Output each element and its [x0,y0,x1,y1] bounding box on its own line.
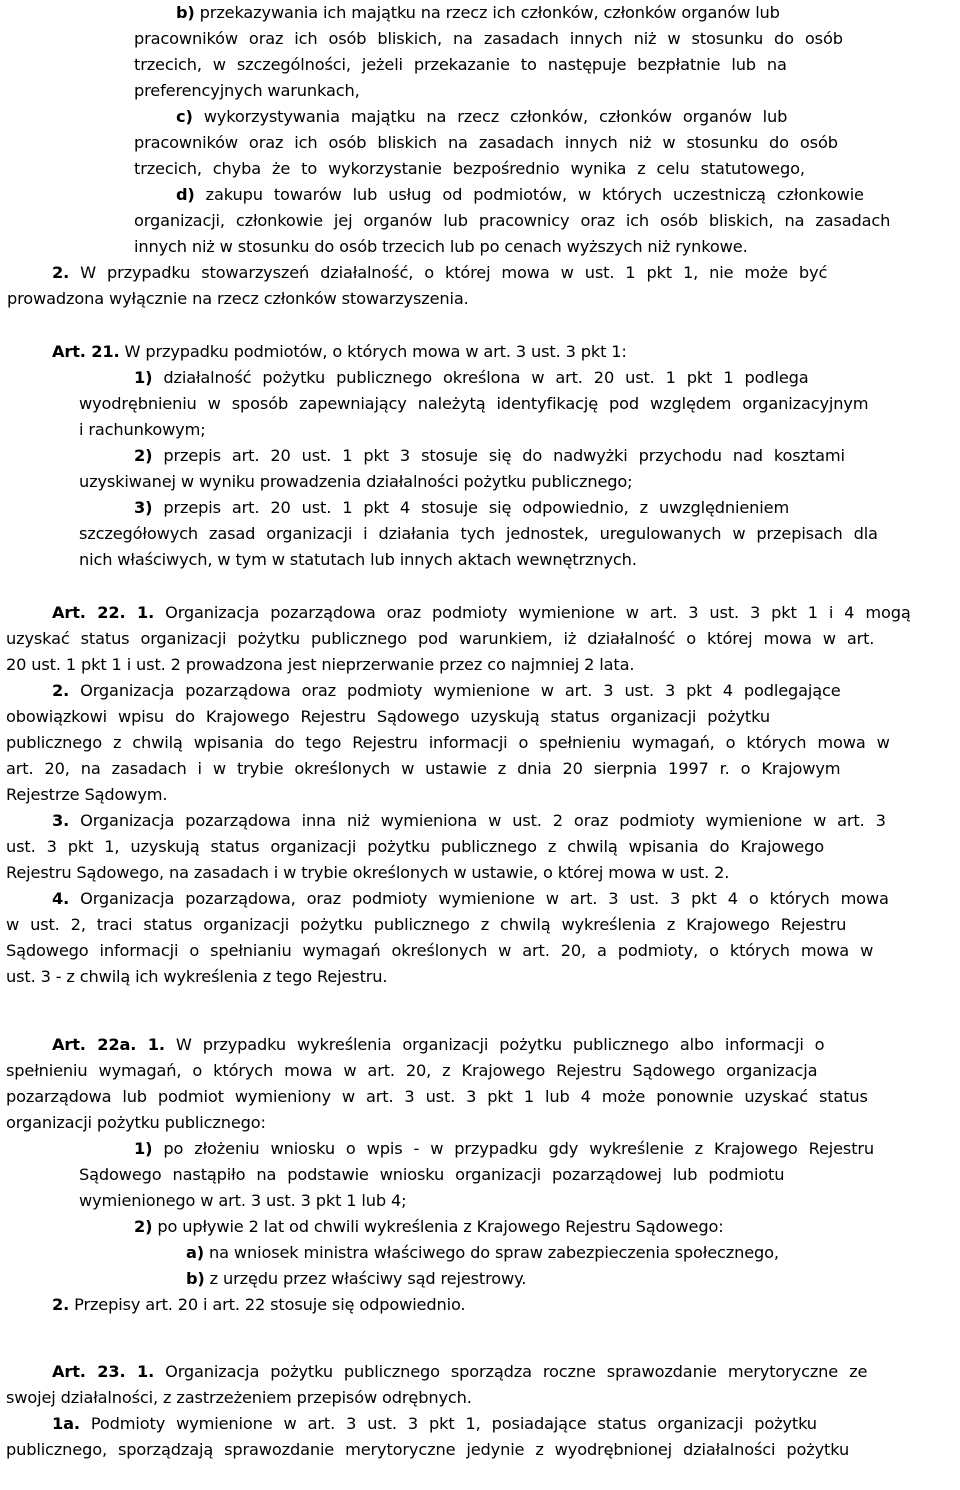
line-text: działalność pożytku publicznego określona w art. 20 ust. 1 pkt 1 podlega [152,368,809,387]
line-text: na wniosek ministra właściwego do spraw zabezpieczenia społecznego, [204,1243,779,1262]
text-line [52,681,841,701]
clause-marker: 3) [134,498,153,517]
line-text: szczegółowych zasad organizacji i działania tych jednostek, uregulowanych w przepisach dla [79,524,878,543]
line-text: publicznego, sporządzają sprawozdanie merytoryczne jedynie z wyodrębnionej działalności pożytku [6,1440,850,1459]
text-line [186,1243,779,1263]
text-line [79,550,637,570]
text-line [6,1113,266,1133]
clause-marker: 2) [134,1217,153,1236]
text-line [6,759,840,779]
clause-marker: 1) [134,368,153,387]
text-line [6,967,387,987]
clause-marker: Art. 22. 1. [52,603,155,622]
line-text: Przepisy art. 20 i art. 22 stosuje się odpowiednio. [69,1295,466,1314]
text-line [79,1191,406,1211]
text-line [79,394,868,414]
line-text: preferencyjnych warunkach, [134,81,360,100]
text-line [134,159,805,179]
text-line [134,498,789,518]
text-line [6,707,770,727]
text-line [6,733,890,753]
text-line [134,211,890,231]
clause-marker: 2. [52,263,70,282]
line-text: innych niż w stosunku do osób trzecich lub po cenach wyższych niż rynkowe. [134,237,748,256]
text-line [6,863,729,883]
line-text: swojej działalności, z zastrzeżeniem przepisów odrębnych. [6,1388,472,1407]
line-text: wykorzystywania majątku na rzecz członków, członków organów lub [192,107,788,126]
text-line [79,420,206,440]
line-text: wyodrębnieniu w sposób zapewniający należytą identyfikację pod względem organizacyjnym [79,394,869,413]
text-line [52,811,886,831]
text-line [6,915,846,935]
clause-marker: b) [186,1269,205,1288]
clause-marker: 2) [134,446,153,465]
text-line [6,837,824,857]
text-line [6,1061,817,1081]
line-text: Organizacja pozarządowa inna niż wymieniona w ust. 2 oraz podmioty wymienione w art. 3 [69,811,886,830]
text-line [52,603,911,623]
clause-marker: b) [176,3,195,22]
text-line [134,55,787,75]
text-line [134,237,748,257]
line-text: i rachunkowym; [79,420,206,439]
clause-marker: Art. 22a. 1. [52,1035,165,1054]
text-line [52,1035,824,1055]
line-text: W przypadku podmiotów, o których mowa w art. 3 ust. 3 pkt 1: [119,342,627,361]
line-text: publicznego z chwilą wpisania do tego Rejestru informacji o spełnieniu wymagań, o których mowa w [6,733,890,752]
line-text: Organizacja pożytku publicznego sporządza roczne sprawozdanie merytoryczne ze [154,1362,868,1381]
text-line [79,1165,784,1185]
clause-marker: 2. [52,681,70,700]
text-line [52,1414,817,1434]
line-text: organizacji, członkowie jej organów lub pracownicy oraz ich osób bliskich, na zasadach [134,211,891,230]
clause-marker: a) [186,1243,205,1262]
line-text: przekazywania ich majątku na rzecz ich członków, członków organów lub [194,3,780,22]
line-text: Rejestru Sądowego, na zasadach i w trybie określonych w ustawie, o której mowa w ust. 2. [6,863,730,882]
line-text: Sądowego informacji o spełnianiu wymagań określonych w art. 20, a podmioty, o których mowa w [6,941,874,960]
text-line [176,3,780,23]
line-text: art. 20, na zasadach i w trybie określonych w ustawie z dnia 20 sierpnia 1997 r. o Krajowym [6,759,841,778]
clause-marker: Art. 21. [52,342,120,361]
clause-marker: c) [176,107,193,126]
text-line [52,1362,867,1382]
clause-marker: 2. [52,1295,70,1314]
line-text: Podmioty wymienione w art. 3 ust. 3 pkt 1, posiadające status organizacji pożytku [79,1414,817,1433]
line-text: ust. 3 - z chwilą ich wykreślenia z tego Rejestru. [6,967,388,986]
line-text: ust. 3 pkt 1, uzyskują status organizacji pożytku publicznego z chwilą wpisania do Krajowego [6,837,824,856]
line-text: uzyskiwanej w wyniku prowadzenia działalności pożytku publicznego; [79,472,633,491]
clause-marker: 1) [134,1139,153,1158]
line-text: pracowników oraz ich osób bliskich, na zasadach innych niż w stosunku do osób [134,29,843,48]
line-text: nich właściwych, w tym w statutach lub innych aktach wewnętrznych. [79,550,637,569]
line-text: trzecich, w szczególności, jeżeli przekazanie to następuje bezpłatnie lub na [134,55,787,74]
text-line [134,1139,874,1159]
line-text: pracowników oraz ich osób bliskich na zasadach innych niż w stosunku do osób [134,133,838,152]
line-text: uzyskać status organizacji pożytku publicznego pod warunkiem, iż działalność o której mowa w art. [6,629,875,648]
line-text: Organizacja pozarządowa oraz podmioty wymienione w art. 3 ust. 3 pkt 1 i 4 mogą [154,603,911,622]
line-text: pozarządowa lub podmiot wymieniony w art. 3 ust. 3 pkt 1 lub 4 może ponownie uzyskać status [6,1087,868,1106]
text-line [6,629,874,649]
line-text: W przypadku stowarzyszeń działalność, o której mowa w ust. 1 pkt 1, nie może być [69,263,828,282]
line-text: po złożeniu wniosku o wpis - w przypadku gdy wykreślenie z Krajowego Rejestru [152,1139,875,1158]
text-line [134,368,809,388]
text-line [6,941,873,961]
clause-marker: 4. [52,889,70,908]
clause-marker: 1a. [52,1414,80,1433]
text-line [52,342,627,362]
line-text: Organizacja pozarządowa oraz podmioty wymienione w art. 3 ust. 3 pkt 4 podlegające [69,681,841,700]
text-line [6,1087,868,1107]
text-line [6,1440,849,1460]
text-line [6,785,167,805]
text-line [134,133,838,153]
line-text: w ust. 2, traci status organizacji pożytku publicznego z chwilą wykreślenia z Krajowego Rejestru [6,915,847,934]
text-line [7,289,469,309]
text-line [6,655,634,675]
line-text: W przypadku wykreślenia organizacji pożytku publicznego albo informacji o [164,1035,825,1054]
line-text: po upływie 2 lat od chwili wykreślenia z Krajowego Rejestru Sądowego: [152,1217,724,1236]
line-text: spełnieniu wymagań, o których mowa w art. 20, z Krajowego Rejestru Sądowego organizacja [6,1061,818,1080]
text-line [52,1295,465,1315]
text-line [52,889,889,909]
line-text: trzecich, chyba że to wykorzystanie bezpośrednio wynika z celu statutowego, [134,159,805,178]
line-text: Organizacja pozarządowa, oraz podmioty wymienione w art. 3 ust. 3 pkt 4 o których mowa [69,889,889,908]
text-line [79,472,632,492]
line-text: przepis art. 20 ust. 1 pkt 4 stosuje się odpowiednio, z uwzględnieniem [152,498,790,517]
line-text: prowadzona wyłącznie na rzecz członków stowarzyszenia. [7,289,469,308]
text-line [134,1217,724,1237]
line-text: zakupu towarów lub usług od podmiotów, w których uczestniczą członkowie [194,185,864,204]
clause-marker: Art. 23. 1. [52,1362,155,1381]
text-line [134,81,360,101]
line-text: Rejestrze Sądowym. [6,785,168,804]
line-text: 20 ust. 1 pkt 1 i ust. 2 prowadzona jest nieprzerwanie przez co najmniej 2 lata. [6,655,635,674]
clause-marker: 3. [52,811,70,830]
line-text: organizacji pożytku publicznego: [6,1113,266,1132]
line-text: Sądowego nastąpiło na podstawie wniosku organizacji pozarządowej lub podmiotu [79,1165,785,1184]
text-line [134,446,845,466]
clause-marker: d) [176,185,195,204]
text-line [6,1388,472,1408]
line-text: obowiązkowi wpisu do Krajowego Rejestru Sądowego uzyskują status organizacji pożytku [6,707,770,726]
text-line [79,524,878,544]
text-line [134,29,843,49]
text-line [176,107,787,127]
text-line [176,185,864,205]
text-line [52,263,827,283]
line-text: z urzędu przez właściwy sąd rejestrowy. [204,1269,527,1288]
line-text: wymienionego w art. 3 ust. 3 pkt 1 lub 4; [79,1191,407,1210]
line-text: przepis art. 20 ust. 1 pkt 3 stosuje się do nadwyżki przychodu nad kosztami [152,446,845,465]
text-line [186,1269,526,1289]
